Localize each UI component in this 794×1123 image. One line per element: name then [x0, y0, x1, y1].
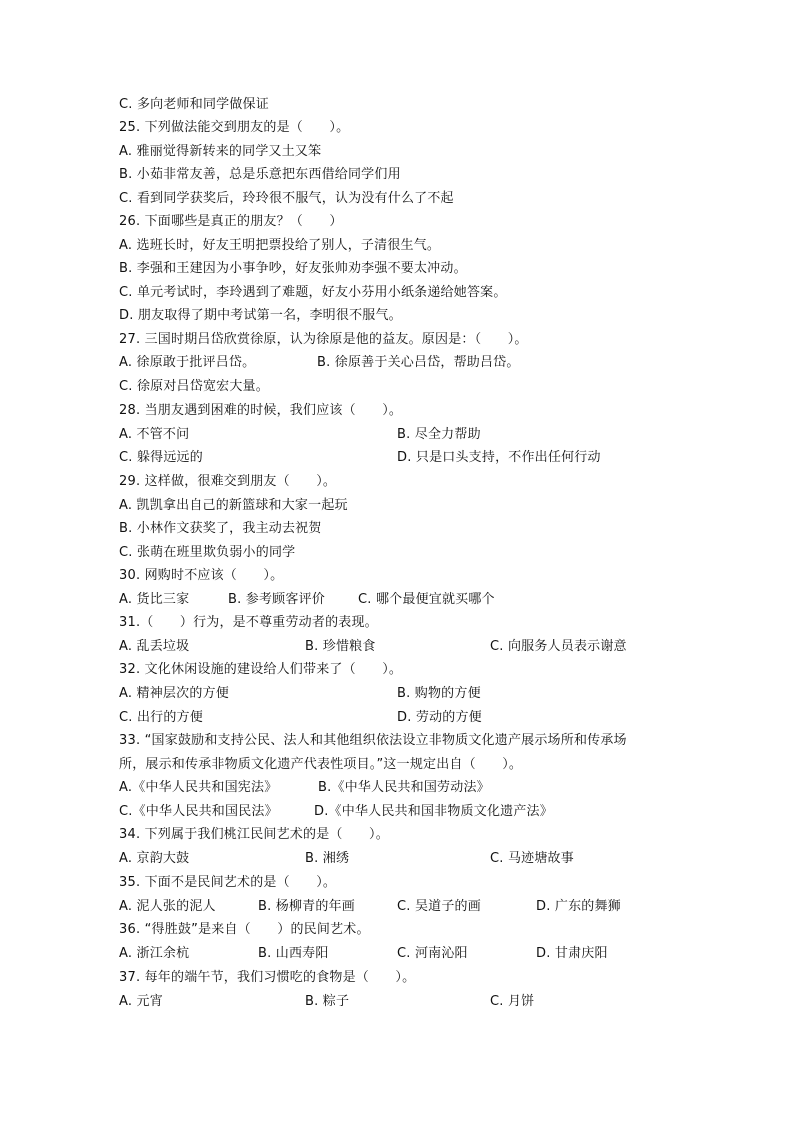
q32-option-d: D. 劳动的方便: [397, 710, 482, 725]
q28-option-b: B. 尽全力帮助: [397, 427, 481, 442]
q33-option-b: B.《中华人民共和国劳动法》: [318, 780, 490, 795]
q27-stem: 27. 三国时期吕岱欣赏徐原，认为徐原是他的益友。原因是：（ ）。: [119, 332, 528, 347]
q36-option-a: A. 浙江余杭: [119, 946, 190, 961]
q27-option-a: A. 徐原敢于批评吕岱。: [119, 355, 256, 370]
q32-option-b: B. 购物的方便: [397, 686, 481, 701]
q31-option-a: A. 乱丢垃圾: [119, 639, 190, 654]
q29-option-c: C. 张萌在班里欺负弱小的同学: [119, 545, 296, 560]
q36-option-b: B. 山西寿阳: [258, 946, 329, 961]
q34-option-c: C. 马迹塘故事: [490, 851, 574, 866]
q32-stem: 32. 文化休闲设施的建设给人们带来了（ ）。: [119, 662, 403, 677]
q25-option-a: A. 雅丽觉得新转来的同学又土又笨: [119, 144, 322, 159]
q25-option-c: C. 看到同学获奖后，玲玲很不服气，认为没有什么了不起: [119, 191, 454, 206]
q34-option-b: B. 湘绣: [305, 851, 350, 866]
q32-option-a: A. 精神层次的方便: [119, 686, 229, 701]
q35-stem: 35. 下面不是民间艺术的是（ ）。: [119, 875, 337, 890]
q27-option-b: B. 徐原善于关心吕岱，帮助吕岱。: [317, 355, 520, 370]
q30-option-c: C. 哪个最便宜就买哪个: [358, 592, 495, 607]
q33-option-a: A.《中华人民共和国宪法》: [119, 780, 278, 795]
q29-option-a: A. 凯凯拿出自己的新篮球和大家一起玩: [119, 498, 348, 513]
q26-stem: 26. 下面哪些是真正的朋友？（ ）: [119, 214, 343, 229]
q34-option-a: A. 京韵大鼓: [119, 851, 190, 866]
q33-stem-line2: 所，展示和传承非物质文化遗产代表性项目。”这一规定出自（ ）。: [119, 757, 523, 772]
q28-stem: 28. 当朋友遇到困难的时候，我们应该（ ）。: [119, 403, 403, 418]
q25-stem: 25. 下列做法能交到朋友的是（ ）。: [119, 120, 350, 135]
q37-option-a: A. 元宵: [119, 994, 163, 1009]
q34-stem: 34. 下列属于我们桃江民间艺术的是（ ）。: [119, 827, 389, 842]
q28-option-d: D. 只是口头支持，不作出任何行动: [397, 450, 601, 465]
q31-option-b: B. 珍惜粮食: [305, 639, 376, 654]
q35-option-b: B. 杨柳青的年画: [258, 899, 355, 914]
q35-option-d: D. 广东的舞狮: [536, 899, 621, 914]
q28-option-c: C. 躲得远远的: [119, 450, 203, 465]
q37-stem: 37. 每年的端午节，我们习惯吃的食物是（ ）。: [119, 970, 416, 985]
q30-option-a: A. 货比三家: [119, 592, 190, 607]
q28-option-a: A. 不管不问: [119, 427, 190, 442]
q24-option-c: C. 多向老师和同学做保证: [119, 97, 269, 112]
q26-option-a: A. 选班长时，好友王明把票投给了别人，子清很生气。: [119, 238, 441, 253]
q37-option-c: C. 月饼: [490, 994, 535, 1009]
q36-option-c: C. 河南沁阳: [397, 946, 468, 961]
q31-stem: 31.（ ）行为，是不尊重劳动者的表现。: [119, 615, 378, 630]
q26-option-d: D. 朋友取得了期中考试第一名，李明很不服气。: [119, 308, 402, 323]
q25-option-b: B. 小茹非常友善，总是乐意把东西借给同学们用: [119, 167, 401, 182]
q33-stem-line1: 33. “国家鼓励和支持公民、法人和其他组织依法设立非物质文化遗产展示场所和传承场: [119, 733, 627, 748]
q32-option-c: C. 出行的方便: [119, 710, 203, 725]
q36-stem: 36. “得胜鼓”是来自（ ）的民间艺术。: [119, 922, 370, 937]
q30-option-b: B. 参考顾客评价: [228, 592, 325, 607]
q37-option-b: B. 粽子: [305, 994, 350, 1009]
q27-option-c: C. 徐原对吕岱宽宏大量。: [119, 379, 269, 394]
q35-option-a: A. 泥人张的泥人: [119, 899, 216, 914]
q31-option-c: C. 向服务人员表示谢意: [490, 639, 627, 654]
q36-option-d: D. 甘肃庆阳: [536, 946, 608, 961]
q30-stem: 30. 网购时不应该（ ）。: [119, 568, 284, 583]
q29-option-b: B. 小林作文获奖了，我主动去祝贺: [119, 521, 322, 536]
q26-option-b: B. 李强和王建因为小事争吵，好友张帅劝李强不要太冲动。: [119, 261, 467, 276]
q33-option-c: C.《中华人民共和国民法》: [119, 804, 278, 819]
q29-stem: 29. 这样做，很难交到朋友（ ）。: [119, 474, 337, 489]
q35-option-c: C. 吴道子的画: [397, 899, 481, 914]
q33-option-d: D.《中华人民共和国非物质文化遗产法》: [314, 804, 553, 819]
q26-option-c: C. 单元考试时，李玲遇到了难题，好友小芬用小纸条递给她答案。: [119, 285, 507, 300]
